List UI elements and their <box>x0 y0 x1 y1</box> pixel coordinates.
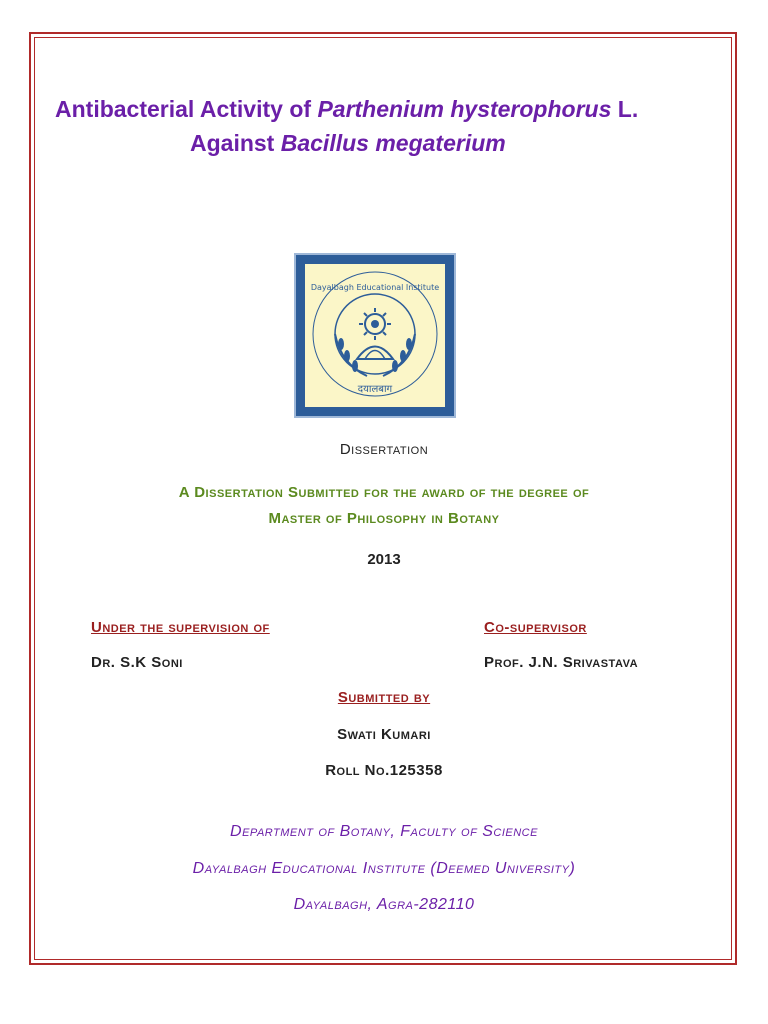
title-species-2: Bacillus megaterium <box>280 130 506 156</box>
dissertation-label: Dissertation <box>339 441 429 458</box>
submitted-by-heading: Submitted by <box>337 689 431 706</box>
department-line: Department of Botany, Faculty of Science <box>230 823 538 840</box>
svg-text:दयालबाग: दयालबाग <box>357 384 393 395</box>
institute-logo <box>294 253 456 418</box>
title-line-2 <box>0 130 768 157</box>
award-line-1: A Dissertation Submitted for the award of the degree of <box>178 484 590 501</box>
award-line-2: Master of Philosophy in Botany <box>268 510 500 527</box>
student-name: Swati Kumari <box>337 726 431 743</box>
institute-line: Dayalbagh Educational Institute (Deemed University) <box>192 860 576 877</box>
svg-text:Dayalbagh Educational Institut: Dayalbagh Educational Institute <box>310 283 440 292</box>
address-line: Dayalbagh, Agra-282110 <box>293 896 475 913</box>
title-species: Parthenium hysterophorus <box>317 96 612 122</box>
title-line-1 <box>0 96 768 123</box>
roll-number: Roll No.125358 <box>325 762 443 779</box>
year: 2013 <box>367 551 401 568</box>
title-text: Antibacterial Activity of <box>55 96 318 122</box>
co-supervisor-name: Prof. J.N. Srivastava <box>484 654 639 671</box>
supervisor-heading: Under the supervision of <box>91 619 270 636</box>
supervisor-name: Dr. S.K Soni <box>91 654 183 671</box>
co-supervisor-heading: Co-supervisor <box>484 619 587 636</box>
title-suffix: L. <box>611 96 639 122</box>
title-text-2: Against <box>190 130 281 156</box>
logo-emblem-graphic <box>305 264 445 407</box>
logo-emblem <box>305 264 445 407</box>
